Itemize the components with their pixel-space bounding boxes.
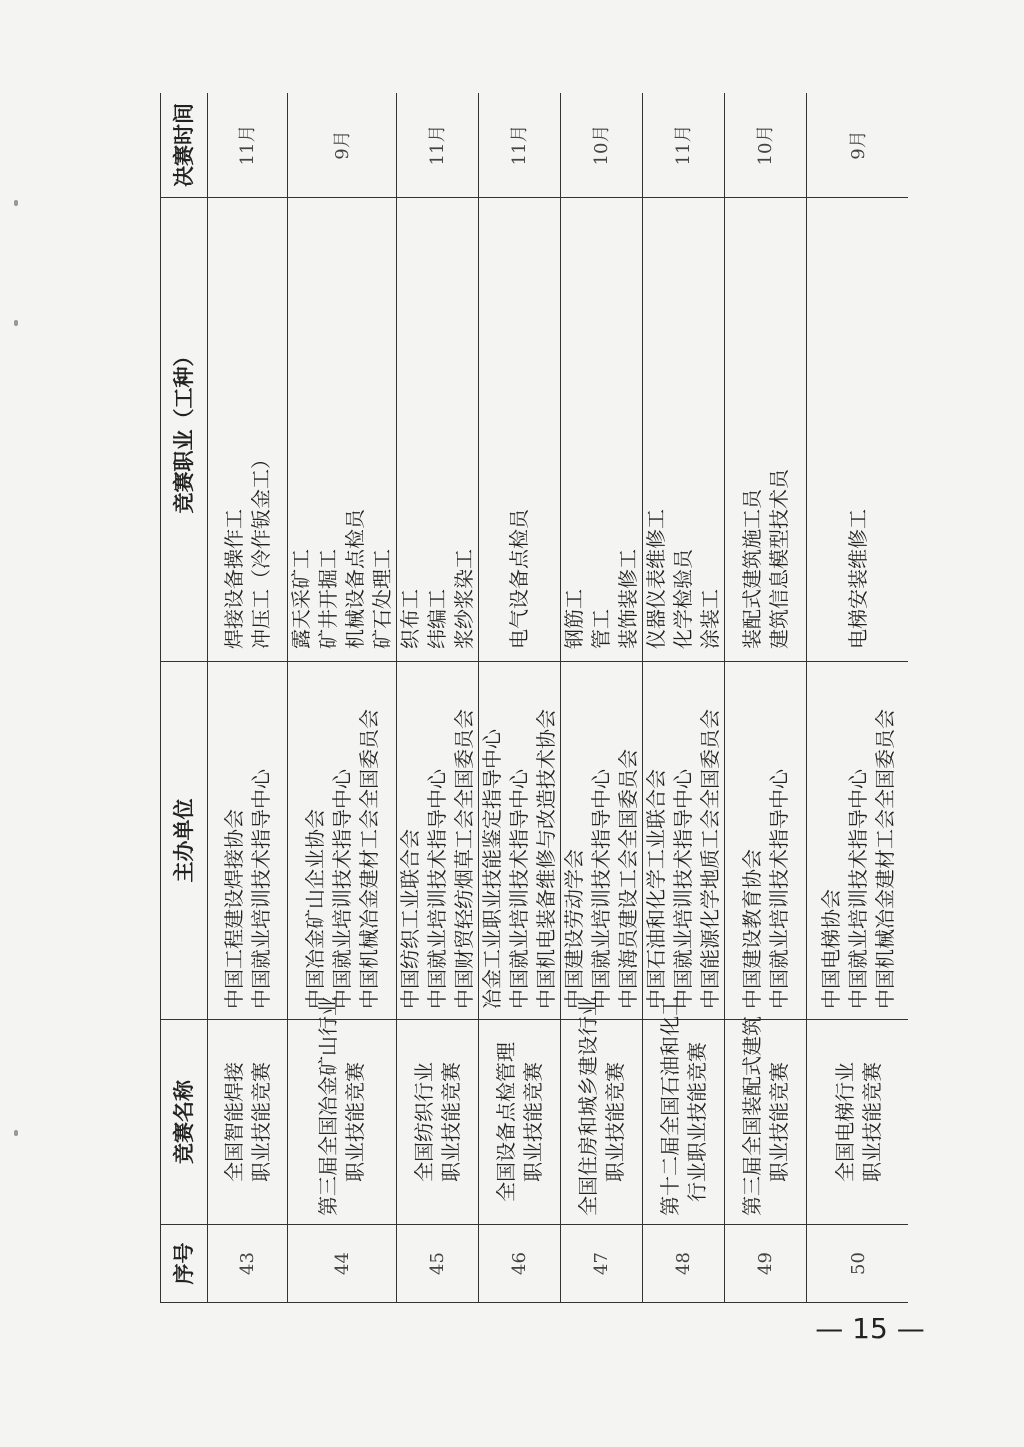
row-number: 48 [643,1225,725,1303]
final-time: 11月 [208,93,288,198]
organizers [807,662,909,1020]
competition-name-line: 职业技能竞赛 [859,1062,884,1182]
organizers-line: 中国财贸轻纺烟草工会全国委员会 [452,709,476,1009]
final-time: 9月 [807,93,909,198]
organizers-line: 中国石油和化学工业联合会 [644,769,668,1009]
occupations-line: 装饰装修工 [616,549,640,649]
organizers [725,662,807,1020]
organizers-line: 中国就业培训技术指导中心 [766,769,791,1009]
organizers-line: 中国建设教育协会 [739,849,764,1009]
occupations-line: 浆纱浆染工 [452,549,476,649]
rotated-table-container [160,93,908,1303]
competition-name-line: 第三届全国冶金矿山行业 [316,996,340,1216]
organizers-line: 中国就业培训技术指导中心 [507,769,531,1009]
organizers-line: 中国机电装备维修与改造技术协会 [534,709,558,1009]
competition-name [561,996,643,1225]
competition-name [288,996,397,1225]
organizers [643,662,725,1020]
final-time: 11月 [479,93,561,198]
row-number: 47 [561,1225,643,1303]
table-row [479,93,561,1303]
table-row [807,93,909,1303]
occupations-line: 钢筋工 [562,589,586,649]
competition-name-line: 第三届全国装配式建筑 [739,1016,764,1216]
table-row [288,93,397,1303]
occupations-line: 焊接设备操作工 [221,509,246,649]
occupations-line: 机械设备点检员 [343,509,367,649]
binding-mark [14,1130,18,1136]
occupations-line: 管工 [589,609,613,649]
organizers-line: 中国就业培训技术指导中心 [589,769,613,1009]
competition-table [160,93,908,1303]
organizers-line: 中国就业培训技术指导中心 [846,769,870,1009]
competition-name [807,1020,909,1225]
binding-mark [14,200,18,206]
organizers-line: 中国冶金矿山企业协会 [302,809,327,1009]
table-header-row [161,93,208,1303]
row-number: 45 [397,1225,479,1303]
header-no: 序号 [161,1225,208,1303]
occupations-line: 建筑信息模型技术员 [766,469,791,649]
occupations [479,198,561,662]
competition-name [208,1020,288,1225]
organizers-line: 中国机械冶金建材工会全国委员会 [356,709,381,1009]
organizers-line: 中国能源化学地质工会全国委员会 [698,709,722,1009]
page-number: — 15 — [815,1312,925,1345]
competition-name [725,1016,807,1225]
header-organizers: 主办单位 [161,662,208,1020]
occupations-line: 冲压工（冷作钣金工） [248,449,273,649]
header-occupations: 竞赛职业（工种） [161,198,208,662]
organizers-line: 中国纺织工业联合会 [398,829,422,1009]
row-number: 43 [208,1225,288,1303]
row-number: 50 [807,1225,909,1303]
row-number: 44 [288,1225,397,1303]
final-time: 10月 [561,93,643,198]
occupations [643,198,725,662]
row-number: 49 [725,1225,807,1303]
binding-mark [14,320,18,326]
row-number: 46 [479,1225,561,1303]
organizers-line: 中国就业培训技术指导中心 [329,769,354,1009]
competition-name [479,1020,561,1225]
competition-table-frame [160,93,908,1303]
final-time: 11月 [397,93,479,198]
organizers [479,662,561,1020]
final-time: 9月 [288,93,397,198]
organizers-line: 中国建设劳动学会 [562,849,586,1009]
competition-name-line: 全国智能焊接 [221,1062,246,1182]
final-time: 11月 [643,93,725,198]
occupations-line: 矿井开掘工 [316,549,340,649]
competition-name-line: 职业技能竞赛 [766,1062,791,1182]
occupations [208,198,288,662]
occupations-line: 电梯安装维修工 [846,509,870,649]
occupations [725,198,807,662]
table-row [643,93,725,1303]
organizers-line: 中国机械冶金建材工会全国委员会 [873,709,897,1009]
competition-name-line: 职业技能竞赛 [438,1062,463,1182]
competition-name-line: 第十二届全国石油和化工 [657,996,682,1216]
occupations-line: 化学检验员 [671,549,695,649]
final-time: 10月 [725,93,807,198]
competition-name-line: 职业技能竞赛 [602,1062,627,1182]
occupations-line: 露天采矿工 [289,549,313,649]
organizers-line: 中国就业培训技术指导中心 [671,769,695,1009]
competition-name-line: 全国设备点检管理 [493,1042,518,1202]
competition-name-line: 职业技能竞赛 [248,1062,273,1182]
organizers [208,662,288,1020]
competition-name-line: 职业技能竞赛 [343,1062,367,1182]
competition-name [397,1020,479,1225]
table-row [561,93,643,1303]
organizers-line: 中国就业培训技术指导中心 [248,769,273,1009]
competition-name-line: 全国纺织行业 [411,1062,436,1182]
competition-name-line: 职业技能竞赛 [520,1062,545,1182]
occupations-line: 织布工 [398,589,422,649]
occupations-line: 矿石处理工 [370,549,394,649]
competition-name-line: 行业职业技能竞赛 [684,1042,709,1202]
organizers [288,662,397,1020]
organizers-line: 中国海员建设工会全国委员会 [616,749,640,1009]
table-row [397,93,479,1303]
occupations-line: 纬编工 [425,589,449,649]
competition-name [643,996,725,1225]
occupations [807,198,909,662]
table-row [208,93,288,1303]
competition-name-line: 全国电梯行业 [832,1062,857,1182]
occupations [561,198,643,662]
organizers [397,662,479,1020]
competition-name-line: 全国住房和城乡建设行业 [575,996,600,1216]
header-final-time: 决赛时间 [161,93,208,198]
organizers-line: 中国电梯协会 [819,889,843,1009]
occupations [397,198,479,662]
organizers-line: 中国就业培训技术指导中心 [425,769,449,1009]
occupations-line: 装配式建筑施工员 [739,489,764,649]
organizers-line: 中国工程建设焊接协会 [221,809,246,1009]
organizers-line: 冶金工业职业技能鉴定指导中心 [480,729,504,1009]
occupations-line: 仪器仪表维修工 [644,509,668,649]
occupations [288,198,397,662]
organizers [561,662,643,1020]
table-row [725,93,807,1303]
table-body [208,93,909,1303]
occupations-line: 涂装工 [698,589,722,649]
occupations-line: 电气设备点检员 [507,509,531,649]
header-name: 竞赛名称 [161,1020,208,1225]
